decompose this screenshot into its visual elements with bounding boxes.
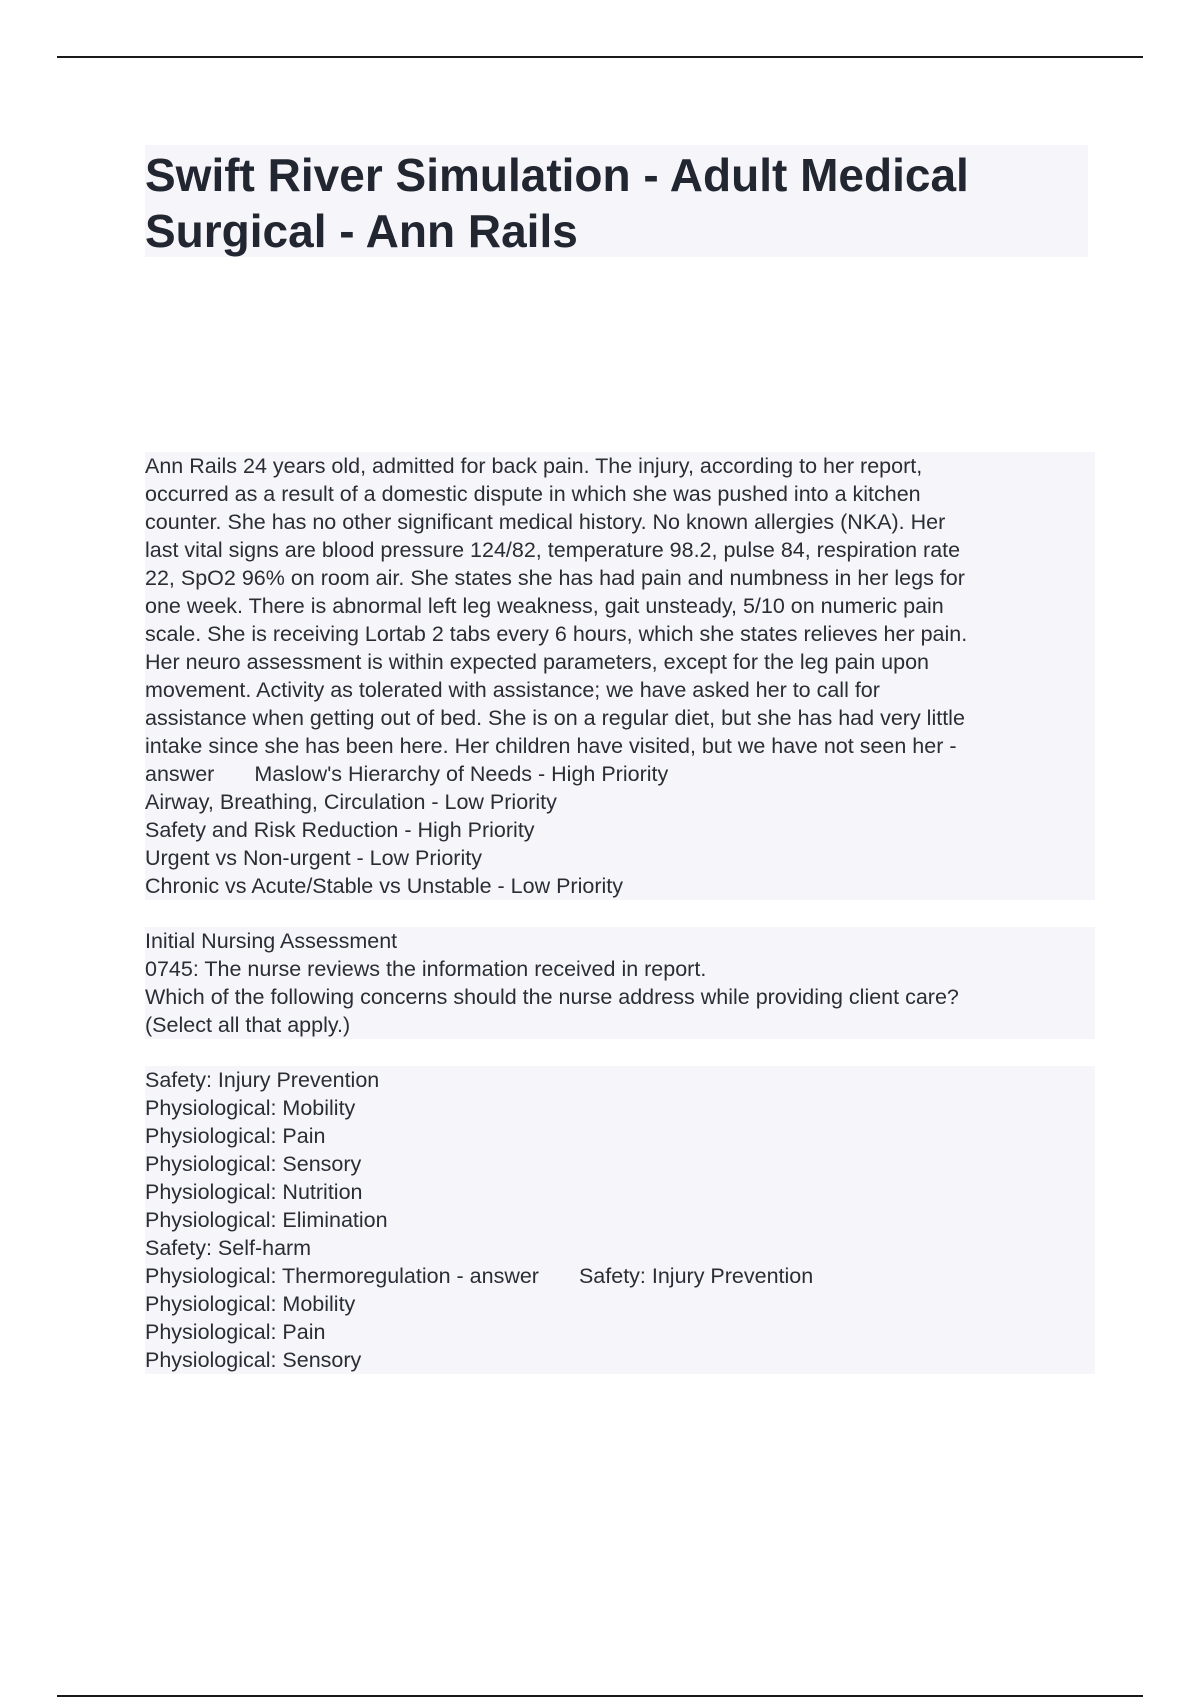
- title-line-1: Swift River Simulation - Adult Medical: [145, 149, 969, 201]
- intro-line: scale. She is receiving Lortab 2 tabs every 6 hours, which she states relieves her pain.: [145, 620, 1095, 648]
- answer-label: answer: [145, 762, 215, 786]
- question-line: Which of the following concerns should the nurse address while providing client care?: [145, 983, 1095, 1011]
- option-item: Physiological: Elimination: [145, 1206, 1095, 1234]
- option-item: Physiological: Sensory: [145, 1150, 1095, 1178]
- bottom-rule: [57, 1695, 1143, 1697]
- title-line-2: Surgical - Ann Rails: [145, 205, 578, 257]
- intro-line: assistance when getting out of bed. She is on a regular diet, but she has had very little: [145, 704, 1095, 732]
- option-item-last: Physiological: Thermoregulation - answer: [145, 1264, 539, 1288]
- option-answer-line: [145, 1262, 1095, 1290]
- intro-line: Ann Rails 24 years old, admitted for back pain. The injury, according to her report,: [145, 452, 1095, 480]
- answer-line: Safety and Risk Reduction - High Priority: [145, 816, 1095, 844]
- answer-text: Maslow's Hierarchy of Needs - High Priority: [254, 762, 669, 786]
- option-item: Safety: Injury Prevention: [145, 1066, 1095, 1094]
- intro-line: occurred as a result of a domestic dispute in which she was pushed into a kitchen: [145, 480, 1095, 508]
- option-answer-item: Physiological: Mobility: [145, 1290, 1095, 1318]
- options-list: [145, 1066, 1095, 1374]
- option-item: Physiological: Pain: [145, 1122, 1095, 1150]
- intro-line: movement. Activity as tolerated with assistance; we have asked her to call for: [145, 676, 1095, 704]
- answer-line: Urgent vs Non-urgent - Low Priority: [145, 844, 1095, 872]
- option-answer-item: Physiological: Sensory: [145, 1346, 1095, 1374]
- option-answer-item: Physiological: Pain: [145, 1318, 1095, 1346]
- intro-paragraph: [145, 452, 1095, 900]
- top-rule: [57, 56, 1143, 58]
- intro-line: Her neuro assessment is within expected parameters, except for the leg pain upon: [145, 648, 1095, 676]
- answer-line: Airway, Breathing, Circulation - Low Priority: [145, 788, 1095, 816]
- page-title: [145, 147, 1088, 259]
- intro-line: last vital signs are blood pressure 124/82, temperature 98.2, pulse 84, respiration rate: [145, 536, 1095, 564]
- assessment-section: [145, 927, 1095, 1039]
- spacer: [145, 1039, 1095, 1066]
- spacer: [145, 900, 1095, 927]
- title-block: [145, 145, 1088, 257]
- option-answer-text: Safety: Injury Prevention: [578, 1264, 814, 1288]
- intro-line: intake since she has been here. Her children have visited, but we have not seen her -: [145, 732, 1095, 760]
- assessment-time: 0745: The nurse reviews the information received in report.: [145, 955, 1095, 983]
- intro-answer-line: [145, 760, 1095, 788]
- question-line: (Select all that apply.): [145, 1011, 1095, 1039]
- intro-line: one week. There is abnormal left leg weakness, gait unsteady, 5/10 on numeric pain: [145, 592, 1095, 620]
- option-item: Physiological: Mobility: [145, 1094, 1095, 1122]
- intro-line: 22, SpO2 96% on room air. She states she has had pain and numbness in her legs for: [145, 564, 1095, 592]
- option-item: Physiological: Nutrition: [145, 1178, 1095, 1206]
- document-body: [145, 452, 1095, 1374]
- answer-line: Chronic vs Acute/Stable vs Unstable - Low Priority: [145, 872, 1095, 900]
- assessment-heading: Initial Nursing Assessment: [145, 927, 1095, 955]
- intro-line: counter. She has no other significant medical history. No known allergies (NKA). Her: [145, 508, 1095, 536]
- option-item: Safety: Self-harm: [145, 1234, 1095, 1262]
